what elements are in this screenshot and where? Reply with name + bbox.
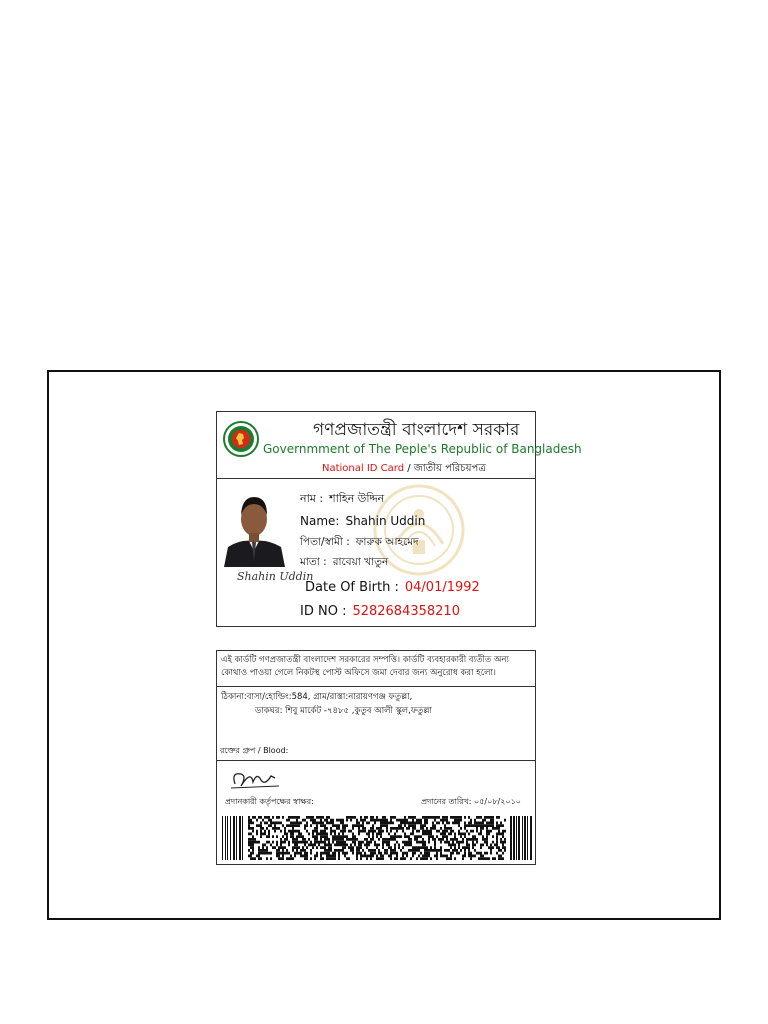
- id-number-value: 5282684358210: [352, 604, 460, 619]
- father-label: পিতা/স্বামী :: [300, 536, 350, 548]
- card-type-english: National ID Card: [322, 463, 405, 474]
- date-of-birth-label: Date Of Birth :: [305, 580, 399, 595]
- blood-group-label: রক্তের গ্রুপ / Blood:: [220, 746, 289, 755]
- government-seal-icon: [223, 421, 259, 457]
- mother-value: রাবেয়া খাতুন: [332, 556, 389, 568]
- id-number-label: ID NO :: [300, 604, 347, 619]
- pdf417-barcode: [222, 816, 532, 860]
- father-value: ফারুক আহমেদ: [355, 536, 419, 548]
- name-english-value: Shahin Uddin: [345, 514, 426, 528]
- id-card-front: [216, 411, 582, 627]
- notice-line-1: এই কার্ডটি গণপ্রজাতন্ত্রী বাংলাদেশ সরকারের সম্পত্তি। কার্ডটি ব্যবহারকারী ব্যতীত অন্য: [221, 655, 509, 665]
- name-bangla-value: শাহিন উদ্দিন: [329, 492, 385, 505]
- issue-date: প্রদানের তারিখ: ০৫/০৮/২০১০: [421, 797, 521, 806]
- holder-signature: Shahin Uddin: [237, 570, 314, 583]
- card-title-bangla: গণপ্রজাতন্ত্রী বাংলাদেশ সরকার: [313, 420, 520, 440]
- date-of-birth-field: [305, 580, 480, 595]
- card-title-english: Governmment of The Peple's Republic of Bangladesh: [263, 442, 582, 456]
- issuer-signature: [229, 766, 281, 792]
- name-bangla-label: নাম :: [300, 492, 324, 505]
- card-type: [322, 461, 486, 478]
- name-bangla-field: [300, 490, 384, 509]
- address-line-1: ঠিকানা:বাসা/হোল্ডিং:584, গ্রাম/রাস্তা:নারায়ণগঞ্জ ফতুল্লা,: [221, 692, 413, 702]
- issuer-section: [217, 760, 535, 864]
- id-number-field: [300, 604, 460, 619]
- address-section: [217, 687, 535, 761]
- holder-photo: [222, 489, 287, 567]
- mother-label: মাতা :: [300, 556, 327, 568]
- name-english-field: [300, 514, 425, 528]
- id-card-back: [216, 650, 536, 865]
- date-of-birth-value: 04/01/1992: [404, 580, 480, 595]
- address-line-2: ডাকঘর: শিবু মার্কেট -৭৪৮৫ ,কুতুব আলী স্কুল,ফতুল্লা: [255, 706, 432, 716]
- card-header: [217, 412, 582, 479]
- card-type-bangla: জাতীয় পরিচয়পত্র: [413, 463, 486, 474]
- issuer-signature-label: প্রদানকারী কর্তৃপক্ষের স্বাক্ষর:: [225, 797, 314, 806]
- ownership-notice: [217, 651, 535, 687]
- father-field: [300, 535, 419, 552]
- card-type-separator: /: [404, 463, 414, 474]
- name-english-label: Name:: [300, 514, 340, 528]
- notice-line-2: কোথাও পাওয়া গেলে নিকটস্থ পোস্ট অফিসে জমা দেবার জন্য অনুরোধ করা হলো।: [221, 668, 496, 678]
- mother-field: [300, 555, 388, 572]
